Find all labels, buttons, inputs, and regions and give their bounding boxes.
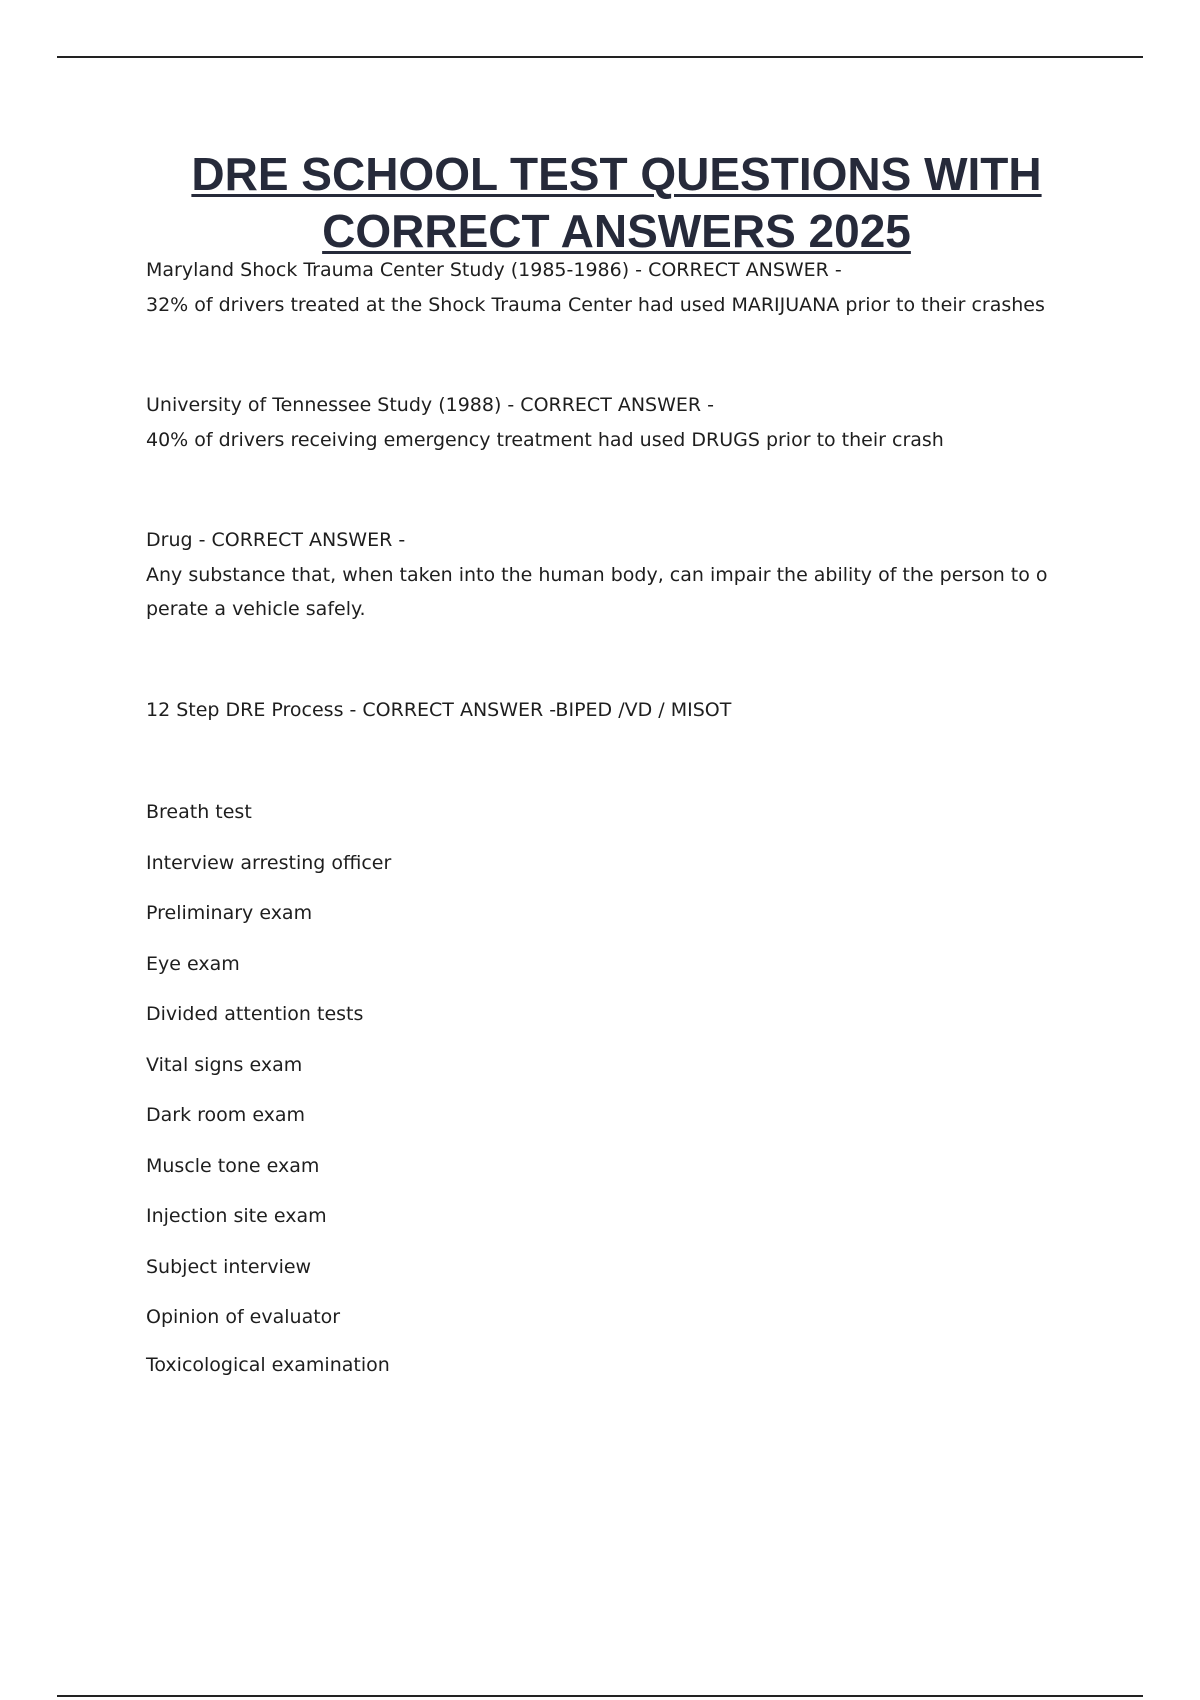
top-rule bbox=[57, 56, 1143, 58]
document-title-line-1: DRE SCHOOL TEST QUESTIONS WITH bbox=[191, 148, 1042, 200]
step-item: Toxicological examination bbox=[146, 1354, 390, 1376]
step-item: Divided attention tests bbox=[146, 1003, 364, 1025]
step-item: Eye exam bbox=[146, 953, 240, 975]
step-item: Muscle tone exam bbox=[146, 1155, 320, 1177]
step-item: Opinion of evaluator bbox=[146, 1306, 341, 1328]
step-item: Dark room exam bbox=[146, 1104, 306, 1126]
step-item: Interview arresting officer bbox=[146, 852, 392, 874]
document-title-line-2: CORRECT ANSWERS 2025 bbox=[322, 205, 911, 257]
document-title bbox=[120, 146, 1113, 260]
entry-question: University of Tennessee Study (1988) - CORRECT ANSWER - bbox=[146, 394, 715, 416]
bottom-rule bbox=[57, 1695, 1143, 1697]
entry-answer: perate a vehicle safely. bbox=[146, 598, 366, 620]
step-item: Vital signs exam bbox=[146, 1054, 303, 1076]
step-item: Preliminary exam bbox=[146, 902, 313, 924]
entry-answer: 32% of drivers treated at the Shock Trauma Center had used MARIJUANA prior to their crashes bbox=[146, 294, 1045, 316]
entry-question: Drug - CORRECT ANSWER - bbox=[146, 529, 406, 551]
step-item: Injection site exam bbox=[146, 1205, 327, 1227]
entry-question: Maryland Shock Trauma Center Study (1985-1986) - CORRECT ANSWER - bbox=[146, 259, 842, 281]
step-item: Subject interview bbox=[146, 1256, 312, 1278]
entry-answer: Any substance that, when taken into the human body, can impair the ability of the person to o bbox=[146, 564, 1048, 586]
entry-answer: 40% of drivers receiving emergency treatment had used DRUGS prior to their crash bbox=[146, 429, 944, 451]
step-item: Breath test bbox=[146, 801, 252, 823]
entry-question: 12 Step DRE Process - CORRECT ANSWER -BIPED /VD / MISOT bbox=[146, 699, 732, 721]
